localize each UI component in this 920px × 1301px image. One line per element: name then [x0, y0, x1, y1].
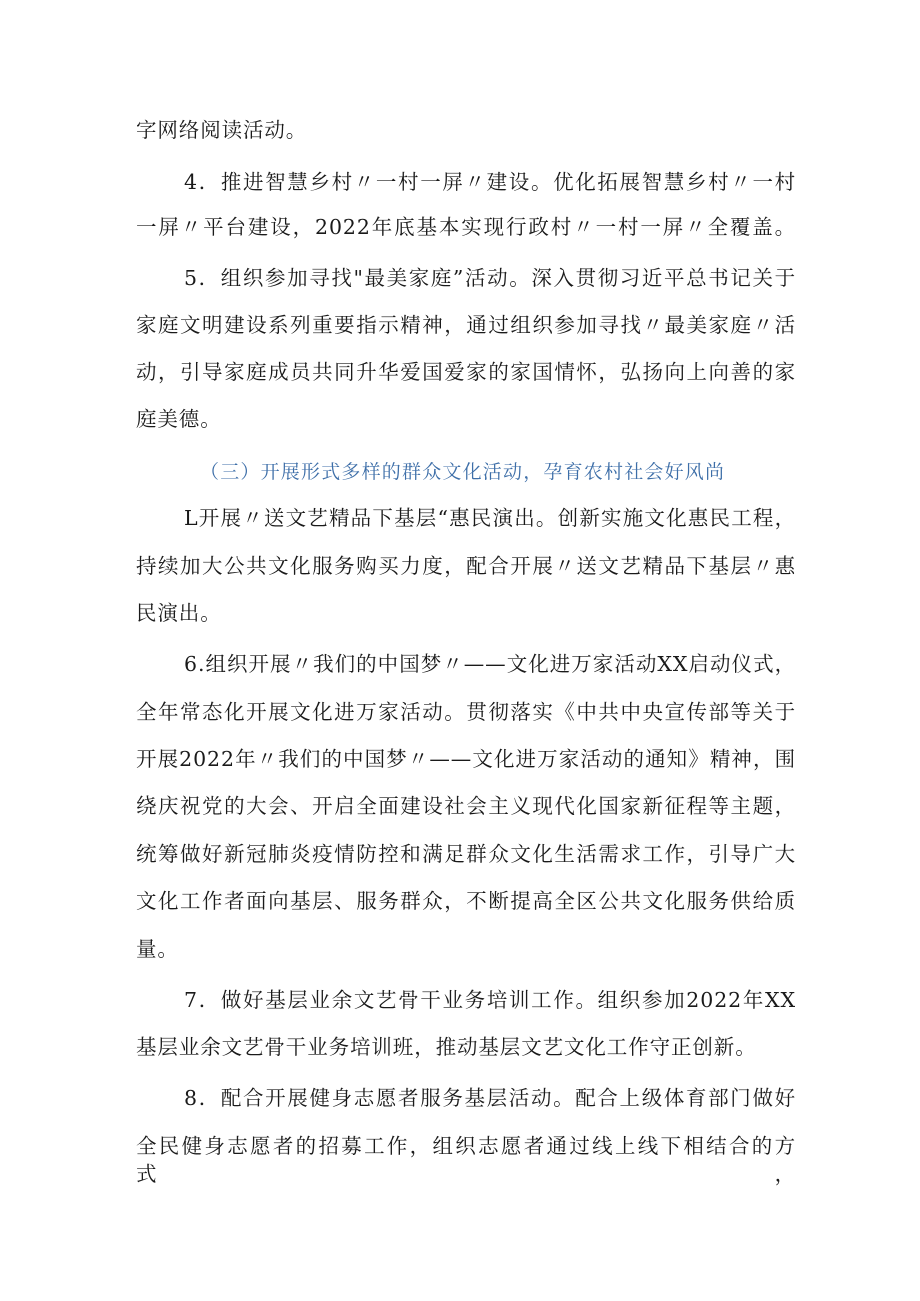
- paragraph-line: 基层业余文艺骨干业务培训班，推动基层文艺文化工作守正创新。: [136, 1035, 757, 1059]
- paragraph-line: 6.组织开展〃我们的中国梦〃——文化进万家活动XX启动仪式，: [184, 652, 796, 676]
- paragraph-line: 全民健身志愿者的招募工作，组织志愿者通过线上线下相结合的方式，: [136, 1134, 796, 1186]
- paragraph-line: 8．配合开展健身志愿者服务基层活动。配合上级体育部门做好: [184, 1086, 796, 1110]
- paragraph-line: 家庭文明建设系列重要指示精神，通过组织参加寻找〃最美家庭〃活: [136, 313, 796, 337]
- paragraph-line: 4．推进智慧乡村〃一村一屏〃建设。优化拓展智慧乡村〃一村: [184, 170, 796, 194]
- paragraph-line: 持续加大公共文化服务购买力度，配合开展〃送文艺精品下基层〃惠: [136, 554, 796, 578]
- paragraph-line: 民演出。: [136, 601, 222, 625]
- section-heading: （三）开展形式多样的群众文化活动，孕育农村社会好风尚: [200, 461, 726, 483]
- paragraph-line: 文化工作者面向基层、服务群众，不断提高全区公共文化服务供给质: [136, 889, 796, 913]
- paragraph-line: 一屏〃平台建设，2022年底基本实现行政村〃一村一屏〃全覆盖。: [136, 215, 796, 239]
- paragraph-line: 全年常态化开展文化进万家活动。贯彻落实《中共中央宣传部等关于: [136, 700, 796, 724]
- paragraph-line: 庭美德。: [136, 407, 222, 431]
- paragraph-line: 动，引导家庭成员共同升华爱国爱家的家国情怀，弘扬向上向善的家: [136, 360, 796, 384]
- paragraph-line: 量。: [136, 937, 179, 961]
- paragraph-line: L开展〃送文艺精品下基层“惠民演出。创新实施文化惠民工程，: [184, 506, 796, 530]
- paragraph-line: 7．做好基层业余文艺骨干业务培训工作。组织参加2022年XX: [184, 988, 796, 1012]
- paragraph-line: 5．组织参加寻找"最美家庭”活动。深入贯彻习近平总书记关于: [184, 266, 796, 290]
- paragraph-line: 字网络阅读活动。: [136, 118, 308, 142]
- paragraph-line: 统筹做好新冠肺炎疫情防控和满足群众文化生活需求工作，引导广大: [136, 842, 796, 866]
- paragraph-line: 开展2022年〃我们的中国梦〃——文化进万家活动的通知》精神，围: [136, 747, 796, 771]
- paragraph-line: 绕庆祝党的大会、开启全面建设社会主义现代化国家新征程等主题，: [136, 794, 796, 818]
